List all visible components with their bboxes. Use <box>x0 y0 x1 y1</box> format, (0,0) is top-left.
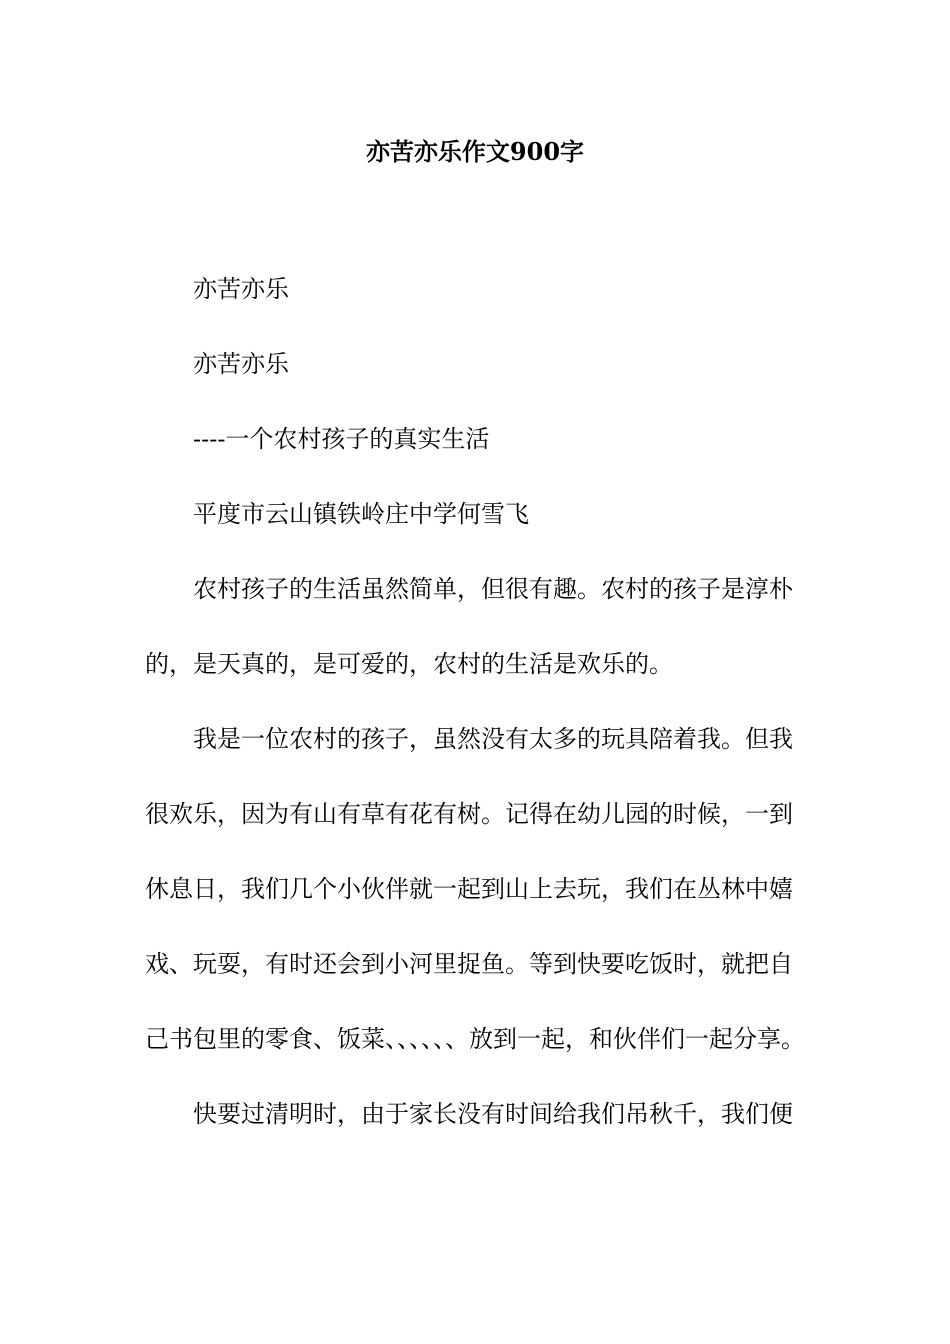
document-body <box>145 252 810 1152</box>
paragraph-heading-repeat: 亦苦亦乐 <box>193 350 289 378</box>
paragraph-body: 农村孩子的生活虽然简单，但很有趣。农村的孩子是淳朴的，是天真的，是可爱的，农村的生活是欢乐的。 <box>145 575 793 678</box>
paragraph-body: 快要过清明时，由于家长没有时间给我们吊秋千，我们便 <box>193 1100 793 1128</box>
paragraph-body: 我是一位农村的孩子，虽然没有太多的玩具陪着我。但我很欢乐，因为有山有草有花有树。记得在幼儿园的时候，一到休息日，我们几个小伙伴就一起到山上去玩，我们在丛林中嬉戏、玩耍，有时还会到小河里捉鱼。等到快要吃饭时，就把自己书包里的零食、饭菜、、、、、、放到一起，和伙伴们一起分享。 <box>145 725 805 1053</box>
paragraph-author: 平度市云山镇铁岭庄中学何雪飞 <box>193 500 529 528</box>
document-title: 亦苦亦乐作文900字 <box>365 137 585 166</box>
paragraph-subtitle: ----一个农村孩子的真实生活 <box>193 425 490 453</box>
paragraph-heading: 亦苦亦乐 <box>193 275 289 303</box>
